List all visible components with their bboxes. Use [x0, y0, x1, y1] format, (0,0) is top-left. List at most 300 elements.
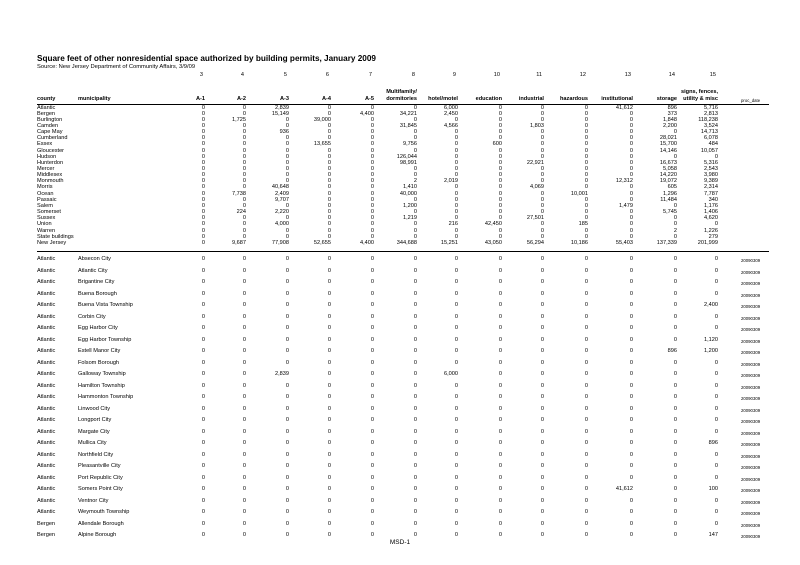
- table-row-value: 0: [201, 359, 205, 366]
- county-value: 0: [498, 172, 502, 179]
- table-row-value: 0: [540, 359, 544, 366]
- county-value: 224: [236, 209, 246, 216]
- table-row-value: 0: [285, 267, 289, 274]
- county-value: 340: [708, 196, 718, 203]
- county-value: 0: [413, 209, 417, 216]
- table-row-value: 0: [584, 256, 588, 262]
- table-row-value: 0: [327, 532, 331, 538]
- table-row-value: 0: [673, 256, 677, 262]
- table-row-value: 0: [413, 417, 417, 423]
- table-row-value: 0: [498, 302, 502, 308]
- county-value: 0: [285, 159, 289, 166]
- county-value: 137,339: [656, 239, 677, 246]
- table-row-value: 0: [242, 267, 246, 274]
- county-value: 0: [673, 215, 677, 222]
- county-value: 0: [327, 122, 331, 129]
- county-value: 0: [584, 159, 588, 166]
- table-row-value: 0: [584, 486, 588, 492]
- table-row-value: 0: [673, 497, 677, 504]
- county-value: 0: [540, 141, 544, 148]
- column-number: 11: [536, 72, 542, 78]
- table-row-value: 0: [242, 417, 246, 423]
- county-value: 0: [201, 172, 205, 179]
- table-row-value: 6,000: [444, 371, 458, 377]
- county-value: 0: [242, 221, 246, 228]
- table-row-value: 0: [540, 267, 544, 274]
- table-row-value: 0: [242, 474, 246, 481]
- county-value: 0: [413, 147, 417, 154]
- county-value: 0: [285, 233, 289, 240]
- table-row-value: 0: [584, 359, 588, 366]
- table-row-value: 0: [242, 394, 246, 400]
- county-value: 0: [584, 153, 588, 160]
- column-number: 7: [368, 72, 372, 78]
- county-value: 0: [285, 227, 289, 234]
- county-value: 0: [370, 166, 374, 172]
- table-row-value: 0: [498, 520, 502, 527]
- table-row-value: 896: [708, 440, 718, 446]
- county-value: 0: [327, 159, 331, 166]
- county-value: 2: [673, 227, 677, 234]
- table-row-value: 0: [629, 313, 633, 320]
- county-value: 0: [370, 221, 374, 228]
- table-row-value: 0: [285, 497, 289, 504]
- county-value: 0: [413, 233, 417, 240]
- county-value: 0: [201, 116, 205, 123]
- county-value: 4,620: [704, 215, 718, 222]
- table-row-value: 0: [584, 428, 588, 435]
- county-value: 0: [327, 147, 331, 154]
- table-row-value: 0: [370, 474, 374, 481]
- county-value: 0: [540, 190, 544, 197]
- column-header: institutional: [601, 96, 633, 102]
- county-value: 484: [708, 141, 718, 148]
- table-row-county: Atlantic: [37, 325, 56, 331]
- table-row-value: 0: [370, 509, 374, 515]
- column-header: A-5: [364, 96, 374, 102]
- table-row-value: 0: [454, 359, 458, 366]
- table-row-value: 0: [584, 267, 588, 274]
- county-name: Mercer: [37, 166, 55, 172]
- county-value: 0: [454, 141, 458, 148]
- county-value: 0: [540, 104, 544, 111]
- table-row-value: 0: [454, 474, 458, 481]
- county-value: 1,200: [403, 202, 417, 209]
- county-value: 0: [584, 110, 588, 117]
- county-value: 0: [540, 196, 544, 203]
- table-row-value: 0: [540, 463, 544, 469]
- table-row-value: 0: [285, 486, 289, 492]
- column-header: storage: [656, 96, 677, 102]
- table-row-value: 0: [370, 290, 374, 297]
- table-row-value: 0: [413, 348, 417, 354]
- table-row-value: 0: [201, 405, 205, 412]
- table-row-value: 0: [540, 313, 544, 320]
- table-row-value: 0: [498, 486, 502, 492]
- county-value: 0: [584, 178, 588, 185]
- table-row-value: 0: [540, 474, 544, 481]
- table-row-value: 0: [540, 417, 544, 423]
- table-row-municipality: Allendale Borough: [78, 520, 124, 527]
- table-row-proc-date: 20090309: [741, 407, 761, 413]
- county-value: 0: [370, 135, 374, 142]
- county-value: 22,921: [526, 159, 544, 166]
- county-value: 0: [201, 178, 205, 185]
- county-value: 14,146: [659, 147, 677, 154]
- table-row-value: 0: [413, 290, 417, 297]
- column-header: A-1: [195, 96, 205, 102]
- table-row-value: 0: [327, 509, 331, 515]
- county-value: 10,057: [700, 147, 718, 154]
- county-value: 0: [498, 196, 502, 203]
- county-value: 0: [201, 202, 205, 209]
- table-row-value: 0: [370, 417, 374, 423]
- table-row-value: 0: [413, 313, 417, 320]
- county-value: 0: [673, 221, 677, 228]
- table-row-value: 0: [201, 520, 205, 527]
- table-row-value: 0: [413, 267, 417, 274]
- table-row-value: 0: [242, 371, 246, 377]
- county-value: 4,069: [530, 184, 544, 191]
- table-row-value: 0: [540, 486, 544, 492]
- county-value: 0: [584, 147, 588, 154]
- county-value: 0: [454, 184, 458, 191]
- county-value: 0: [540, 172, 544, 179]
- county-value: 0: [242, 135, 246, 142]
- table-row-value: 0: [454, 267, 458, 274]
- county-value: 0: [454, 159, 458, 166]
- column-header: A-3: [279, 96, 289, 102]
- table-row-value: 0: [540, 405, 544, 412]
- table-row-value: 0: [285, 405, 289, 412]
- county-value: 0: [584, 215, 588, 222]
- table-row-value: 0: [673, 336, 677, 343]
- county-value: 0: [242, 159, 246, 166]
- table-row-county: Atlantic: [37, 371, 56, 377]
- table-row-value: 0: [498, 394, 502, 400]
- table-row-value: 0: [242, 451, 246, 458]
- table-row-value: 0: [714, 382, 718, 389]
- county-value: 0: [584, 166, 588, 172]
- county-value: 0: [540, 153, 544, 160]
- table-row-municipality: Absecon City: [78, 256, 111, 262]
- county-value: 0: [540, 116, 544, 123]
- table-row-value: 0: [454, 440, 458, 446]
- table-row-value: 0: [629, 451, 633, 458]
- county-value: 896: [667, 104, 677, 111]
- table-row-value: 0: [498, 336, 502, 343]
- table-row-value: 0: [498, 417, 502, 423]
- table-row-value: 0: [714, 497, 718, 504]
- table-row-value: 0: [327, 486, 331, 492]
- county-value: 5,316: [704, 159, 718, 166]
- county-value: 6,078: [704, 135, 718, 142]
- table-row-value: 0: [370, 279, 374, 285]
- table-row-value: 0: [498, 371, 502, 377]
- table-row-value: 0: [370, 325, 374, 331]
- county-value: 0: [498, 227, 502, 234]
- table-row-value: 0: [673, 451, 677, 458]
- county-value: 15,251: [440, 239, 458, 246]
- table-row-value: 0: [584, 532, 588, 538]
- county-value: 0: [584, 196, 588, 203]
- county-value: 0: [201, 110, 205, 117]
- county-value: 0: [242, 172, 246, 179]
- county-value: 0: [242, 122, 246, 129]
- county-value: 5,745: [663, 209, 677, 216]
- table-row-value: 0: [629, 336, 633, 343]
- county-value: 0: [370, 209, 374, 216]
- county-value: 0: [454, 227, 458, 234]
- table-row-municipality: Atlantic City: [78, 267, 108, 274]
- table-row-value: 0: [242, 290, 246, 297]
- table-row-value: 0: [201, 394, 205, 400]
- table-row-value: 0: [454, 532, 458, 538]
- county-value: 0: [584, 116, 588, 123]
- county-value: 1,725: [232, 116, 246, 123]
- table-row-value: 0: [370, 532, 374, 538]
- table-row-value: 0: [242, 428, 246, 435]
- table-row-value: 0: [242, 279, 246, 285]
- county-value: 0: [285, 202, 289, 209]
- table-row-proc-date: 20090309: [741, 499, 761, 505]
- county-value: 0: [242, 227, 246, 234]
- table-row-municipality: Somers Point City: [78, 486, 123, 492]
- county-name: Ocean: [37, 190, 54, 197]
- table-row-value: 0: [540, 336, 544, 343]
- table-row-proc-date: 20090309: [741, 384, 761, 390]
- county-value: 0: [454, 116, 458, 123]
- table-row-value: 0: [540, 325, 544, 331]
- county-value: 0: [498, 116, 502, 123]
- county-value: 1,803: [530, 122, 544, 129]
- table-row-value: 0: [454, 520, 458, 527]
- county-value: 31,845: [399, 122, 417, 129]
- table-row-value: 0: [201, 290, 205, 297]
- table-row-value: 0: [673, 371, 677, 377]
- county-value: 0: [413, 172, 417, 179]
- table-row-value: 0: [201, 486, 205, 492]
- county-value: 0: [540, 178, 544, 185]
- table-row-county: Atlantic: [37, 417, 56, 423]
- county-value: 2,450: [444, 110, 458, 117]
- table-row-value: 2,839: [275, 371, 289, 377]
- table-row-value: 0: [673, 290, 677, 297]
- county-value: 52,655: [313, 239, 331, 246]
- county-value: 0: [584, 122, 588, 129]
- table-row-value: 0: [413, 382, 417, 389]
- county-value: 56,294: [526, 239, 544, 246]
- county-name: Bergen: [37, 110, 56, 117]
- county-value: 279: [708, 233, 718, 240]
- table-row-value: 0: [242, 382, 246, 389]
- table-row-value: 0: [242, 440, 246, 446]
- table-row-value: 0: [454, 336, 458, 343]
- column-header: Multifamily/ dormitories: [386, 89, 417, 102]
- table-row-value: 0: [673, 313, 677, 320]
- county-value: 0: [629, 147, 633, 154]
- table-row-municipality: Port Republic City: [78, 474, 123, 481]
- table-row-proc-date: 20090309: [741, 511, 761, 516]
- county-value: 0: [454, 196, 458, 203]
- table-row-value: 0: [673, 279, 677, 285]
- county-value: 936: [279, 129, 289, 136]
- county-value: 11,484: [660, 196, 677, 203]
- table-row-value: 0: [714, 313, 718, 320]
- county-value: 0: [584, 135, 588, 142]
- table-row-value: 0: [584, 279, 588, 285]
- table-row-municipality: Alpine Borough: [78, 532, 117, 538]
- table-row-value: 0: [454, 313, 458, 320]
- table-row-value: 0: [584, 520, 588, 527]
- county-value: 0: [370, 233, 374, 240]
- table-row-value: 0: [370, 428, 374, 435]
- county-value: 0: [327, 110, 331, 117]
- county-value: 0: [498, 104, 502, 111]
- table-row-value: 0: [673, 463, 677, 469]
- table-row-value: 0: [498, 405, 502, 412]
- table-row-municipality: Buena Borough: [78, 290, 117, 297]
- table-row-value: 0: [584, 474, 588, 481]
- table-row-value: 0: [584, 336, 588, 343]
- county-value: 0: [629, 141, 633, 148]
- county-value: 0: [370, 122, 374, 129]
- column-number: 10: [493, 72, 500, 78]
- table-row-proc-date: 20090309: [741, 338, 761, 344]
- county-name: Gloucester: [37, 147, 65, 154]
- table-row-value: 0: [201, 371, 205, 377]
- county-value: 344,688: [396, 239, 417, 246]
- table-row-value: 0: [629, 509, 633, 515]
- county-value: 0: [285, 135, 289, 142]
- table-row-value: 0: [540, 279, 544, 285]
- county-value: 126,044: [396, 153, 417, 160]
- table-row-value: 0: [673, 428, 677, 435]
- table-row-value: 0: [327, 348, 331, 354]
- county-value: 0: [673, 202, 677, 209]
- table-row-value: 0: [673, 382, 677, 389]
- table-row-value: 0: [714, 325, 718, 331]
- county-value: 201,999: [697, 239, 718, 246]
- table-row-value: 0: [454, 405, 458, 412]
- county-value: 0: [584, 184, 588, 191]
- county-value: 34,221: [399, 110, 417, 117]
- table-row-value: 0: [201, 302, 205, 308]
- table-row-value: 0: [673, 532, 677, 538]
- county-value: 0: [454, 209, 458, 216]
- table-row-value: 0: [498, 497, 502, 504]
- county-value: 0: [454, 129, 458, 136]
- county-value: 0: [327, 184, 331, 191]
- table-row-value: 0: [285, 359, 289, 366]
- table-row-value: 0: [370, 382, 374, 389]
- county-value: 5,716: [704, 104, 718, 111]
- county-value: 0: [370, 227, 374, 234]
- table-row-proc-date: 20090309: [741, 327, 761, 332]
- table-row-proc-date: 20090309: [741, 534, 761, 539]
- table-row-proc-date: 20090309: [741, 488, 761, 493]
- table-row-value: 0: [413, 520, 417, 527]
- county-value: 0: [413, 104, 417, 111]
- table-row-value: 0: [327, 313, 331, 320]
- county-value: 40,000: [399, 190, 417, 197]
- county-value: 0: [629, 153, 633, 160]
- county-name: Camden: [37, 122, 59, 129]
- table-row-value: 0: [629, 279, 633, 285]
- table-row-value: 0: [327, 371, 331, 377]
- county-value: 10,186: [570, 239, 588, 246]
- county-value: 2: [413, 178, 417, 185]
- column-header: education: [475, 96, 502, 102]
- table-row-value: 0: [629, 394, 633, 400]
- table-row-value: 0: [413, 359, 417, 366]
- county-value: 0: [629, 196, 633, 203]
- table-row-value: 0: [673, 520, 677, 527]
- county-value: 0: [673, 129, 677, 136]
- table-row-value: 0: [584, 371, 588, 377]
- column-number: 15: [709, 72, 716, 78]
- county-value: 0: [714, 153, 718, 160]
- county-value: 0: [201, 215, 205, 222]
- county-value: 0: [673, 233, 677, 240]
- table-row-value: 0: [673, 417, 677, 423]
- county-value: 0: [327, 190, 331, 197]
- county-value: 0: [242, 184, 246, 191]
- county-value: 0: [454, 215, 458, 222]
- table-row-value: 0: [714, 405, 718, 412]
- table-row-county: Bergen: [37, 532, 56, 538]
- table-row-value: 0: [327, 279, 331, 285]
- county-value: 0: [370, 190, 374, 197]
- table-row-municipality: Hammonton Township: [78, 394, 134, 400]
- county-value: 0: [201, 233, 205, 240]
- county-name: Warren: [37, 227, 56, 234]
- county-value: 15,149: [271, 110, 289, 117]
- table-row-value: 0: [201, 417, 205, 423]
- table-row-proc-date: 20090309: [741, 373, 761, 378]
- table-row-value: 0: [629, 371, 633, 377]
- county-value: 0: [629, 129, 633, 136]
- county-value: 0: [498, 153, 502, 160]
- table-row-value: 0: [540, 451, 544, 458]
- county-value: 0: [454, 202, 458, 209]
- county-value: 2,314: [704, 184, 718, 191]
- county-value: 1,219: [403, 215, 417, 222]
- county-name: Passaic: [37, 196, 57, 203]
- county-value: 0: [370, 202, 374, 209]
- table-row-value: 0: [714, 394, 718, 400]
- county-value: 0: [327, 209, 331, 216]
- table-row-value: 0: [673, 509, 677, 515]
- table-row-county: Atlantic: [37, 267, 56, 274]
- county-value: 0: [370, 104, 374, 111]
- county-value: 9,389: [704, 178, 718, 185]
- table-row-value: 0: [454, 497, 458, 504]
- county-name: Somerset: [37, 209, 61, 216]
- table-row-value: 0: [242, 509, 246, 515]
- county-value: 2,200: [663, 122, 677, 129]
- table-row-value: 0: [413, 279, 417, 285]
- table-row-value: 0: [327, 256, 331, 262]
- table-row-value: 0: [629, 267, 633, 274]
- county-value: 0: [201, 122, 205, 129]
- table-row-municipality: Margate City: [78, 428, 110, 435]
- county-value: 0: [242, 141, 246, 148]
- table-row-value: 0: [370, 336, 374, 343]
- table-row-value: 0: [584, 302, 588, 308]
- table-row-value: 0: [327, 497, 331, 504]
- table-row-value: 0: [413, 509, 417, 515]
